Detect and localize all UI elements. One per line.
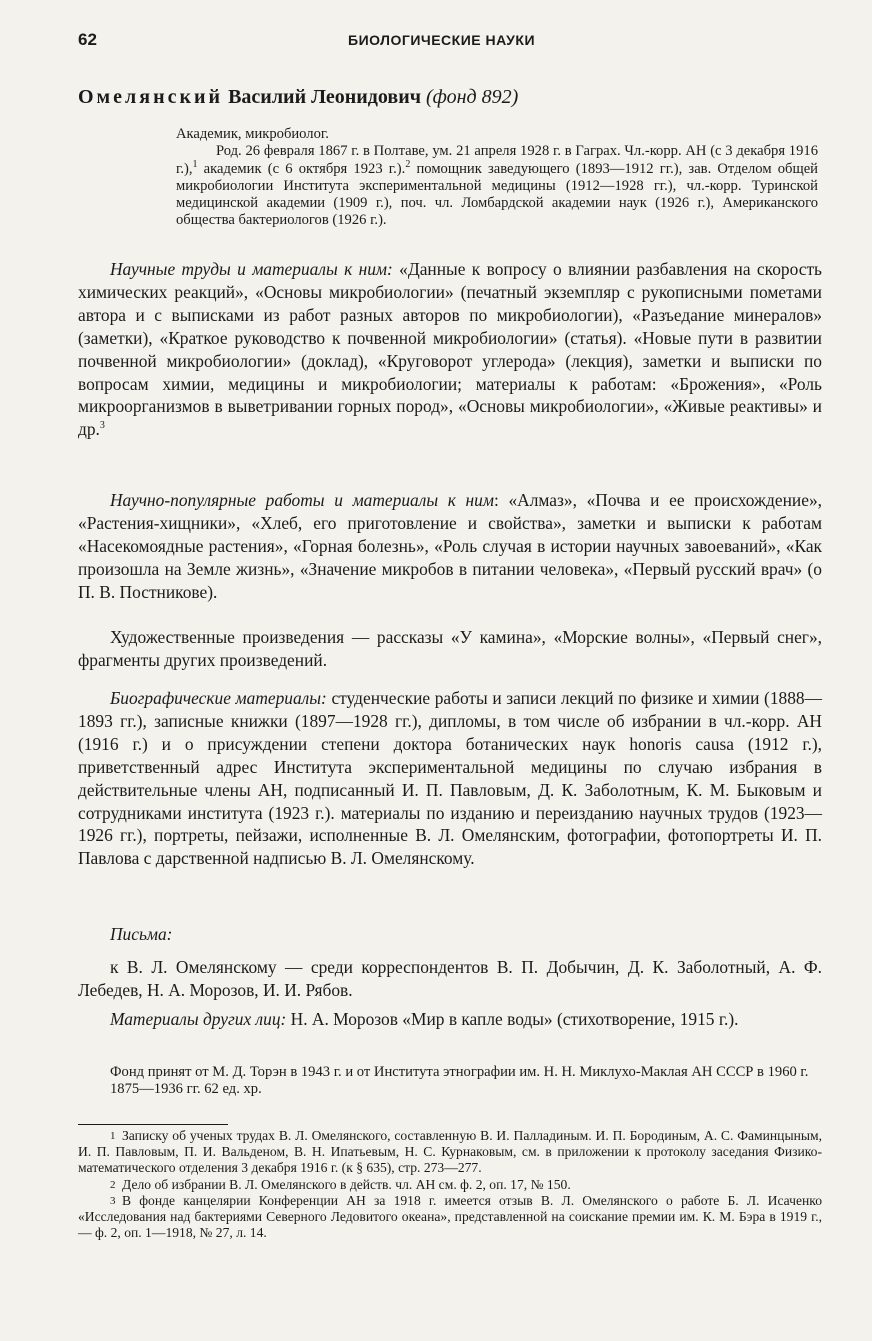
section-text-letters: к В. Л. Омелянскому — среди корреспондентов В. П. Добычин, Д. К. Заболотный, А. Ф. Лебедев, Н. А. Морозов, И. И. Рябов.: [78, 957, 822, 1000]
section-popular-works: [78, 489, 822, 604]
section-other-persons: [78, 1008, 822, 1031]
fund-acquisition-note: [78, 1064, 822, 1099]
section-biographical: [78, 687, 822, 870]
section-lead-others: Материалы других лиц:: [110, 1009, 287, 1029]
footnote: [78, 1193, 822, 1242]
entry-given-name: Василий Леонидович: [228, 86, 421, 108]
running-title: БИОЛОГИЧЕСКИЕ НАУКИ: [348, 32, 536, 48]
entry-fund-number: (фонд 892): [426, 86, 519, 108]
section-text-others: Н. А. Морозов «Мир в капле воды» (стихотворение, 1915 г.).: [286, 1009, 739, 1029]
section-lead-letters: Письма:: [110, 924, 173, 944]
page-number: 62: [78, 30, 97, 49]
biography-role: Академик, микробиолог.: [176, 126, 329, 142]
footnote-text: В фонде канцелярии Конференции АН за 1918 г. имеется отзыв В. Л. Омелянского о работе Б. Л. Исаченко «Исследования над бактериями Северного Ледовитого океана», представленной на соискание премии им. К. М. Бэра в 1919 г., — ф. 2, оп. 1—1918, № 27, л. 14.: [78, 1192, 822, 1241]
biography-text: [176, 143, 818, 229]
section-fiction: Художественные произведения — рассказы «У камина», «Морские волны», «Первый снег», фрагменты других произведений.: [78, 627, 822, 670]
footnote-text: Дело об избрании В. Л. Омелянского в действ. чл. АН см. ф. 2, оп. 17, № 150.: [122, 1176, 571, 1192]
section-text-scientific: «Данные к вопросу о влиянии разбавления на скорость химических реакций», «Основы микробиологии» (печатный экземпляр с рукописными пометами автора и с выписками из работ разных авторов по микробиологии), «Разъедание минералов» (заметки), «Краткое руководство к почвенной микробиологии» (статья). «Новые пути в развитии почвенной микробиологии» (доклад), «Круговорот углерода» (лекция), заметки и выписки по вопросам химии, медицины и микробиологии; материалы к работам: «Брожения», «Роль микроорганизмов в выветривании горных пород», «Основы микробиологии», «Живые реактивы» и др.: [78, 259, 822, 440]
fund-date-range: 1875—1936 гг. 62 ед. хр.: [110, 1081, 262, 1098]
footnote-ref-2[interactable]: 2: [405, 158, 411, 170]
footnotes: [78, 1128, 822, 1241]
biography-part-2: академик (с 6 октября 1923 г.).: [197, 160, 406, 177]
page-header: [78, 30, 824, 52]
footnote-divider: [78, 1124, 228, 1125]
section-scientific-works: [78, 258, 822, 441]
biography-block: [176, 126, 818, 230]
footnote-number: 3: [110, 1194, 116, 1207]
footnote-text: Записку об ученых трудах В. Л. Омелянского, составленную В. И. Палладиным. И. П. Бородиным, А. С. Фаминцыным, И. П. Павловым, П. И. Вальденом, В. Н. Ипатьевым, Н. С. Курнаковым, см. в приложении к протоколу заседания Физико-математического отделения 3 декабря 1916 г. (к § 635), стр. 273—277.: [78, 1128, 822, 1176]
section-lead-scientific: Научные труды и материалы к ним:: [110, 259, 393, 279]
biography-part-3: помощник заведующего (1893—1912 гг.), зав. Отделом общей микробиологии Института экспериментальной медицины (1912—1928 гг.), чл.-корр. Туринской медицинской академии (1909 г.), поч. чл. Ломбардской академии наук (1926 г.), Американского общества бактериологов (1926 г.).: [176, 160, 818, 229]
footnote-number: 2: [110, 1178, 116, 1191]
entry-title: [78, 86, 824, 109]
section-text-popular: : «Алмаз», «Почва и ее происхождение», «Растения-хищники», «Хлеб, его приготовление и свойства», заметки и выписки к работам «Насекомоядные растения», «Горная болезнь», «Роль случая в истории научных завоеваний», «Как произошла на Земле жизнь», «Значение микробов в питании человека», «Первый русский врач» (о П. В. Постникове).: [78, 490, 822, 602]
section-lead-biographical: Биографические материалы:: [110, 688, 327, 708]
footnote-ref-3[interactable]: 3: [99, 420, 105, 432]
biography-part-1: Род. 26 февраля 1867 г. в Полтаве, ум. 21 апреля 1928 г. в Гаграх. Чл.-корр. АН (с 3 декабря 1916 г.),: [176, 143, 818, 177]
section-lead-popular: Научно-популярные работы и материалы к ним: [110, 490, 494, 510]
footnote-ref-1[interactable]: 1: [192, 158, 198, 170]
fund-acquisition-text: Фонд принят от М. Д. Торэн в 1943 г. и от Института этнографии им. Н. Н. Миклухо-Маклая АН СССР в 1960 г.: [110, 1064, 809, 1080]
section-text-biographical: студенческие работы и записи лекций по физике и химии (1888—1893 гг.), записные книжки (1897—1928 гг.), дипломы, в том числе об избрании в чл.-корр. АН (1916 г.) и о присуждении степени доктора ботанических наук honoris causa (1912 г.), приветственный адрес Института экспериментальной медицины по случаю избрания в действительные члены АН, подписанный И. П. Павловым, Д. К. Заболотным, К. М. Быковым и сотрудниками института (1923 г.). материалы по изданию и переизданию научных трудов (1923—1926 гг.), портреты, пейзажи, исполненные В. Л. Омелянским, фотографии, фотопортреты И. П. Павлова с дарственной надписью В. Л. Омелянскому.: [78, 688, 823, 869]
footnote-number: 1: [110, 1130, 116, 1142]
entry-surname: Омелянский: [78, 86, 224, 108]
footnote: [78, 1177, 822, 1193]
footnote: [78, 1128, 822, 1177]
